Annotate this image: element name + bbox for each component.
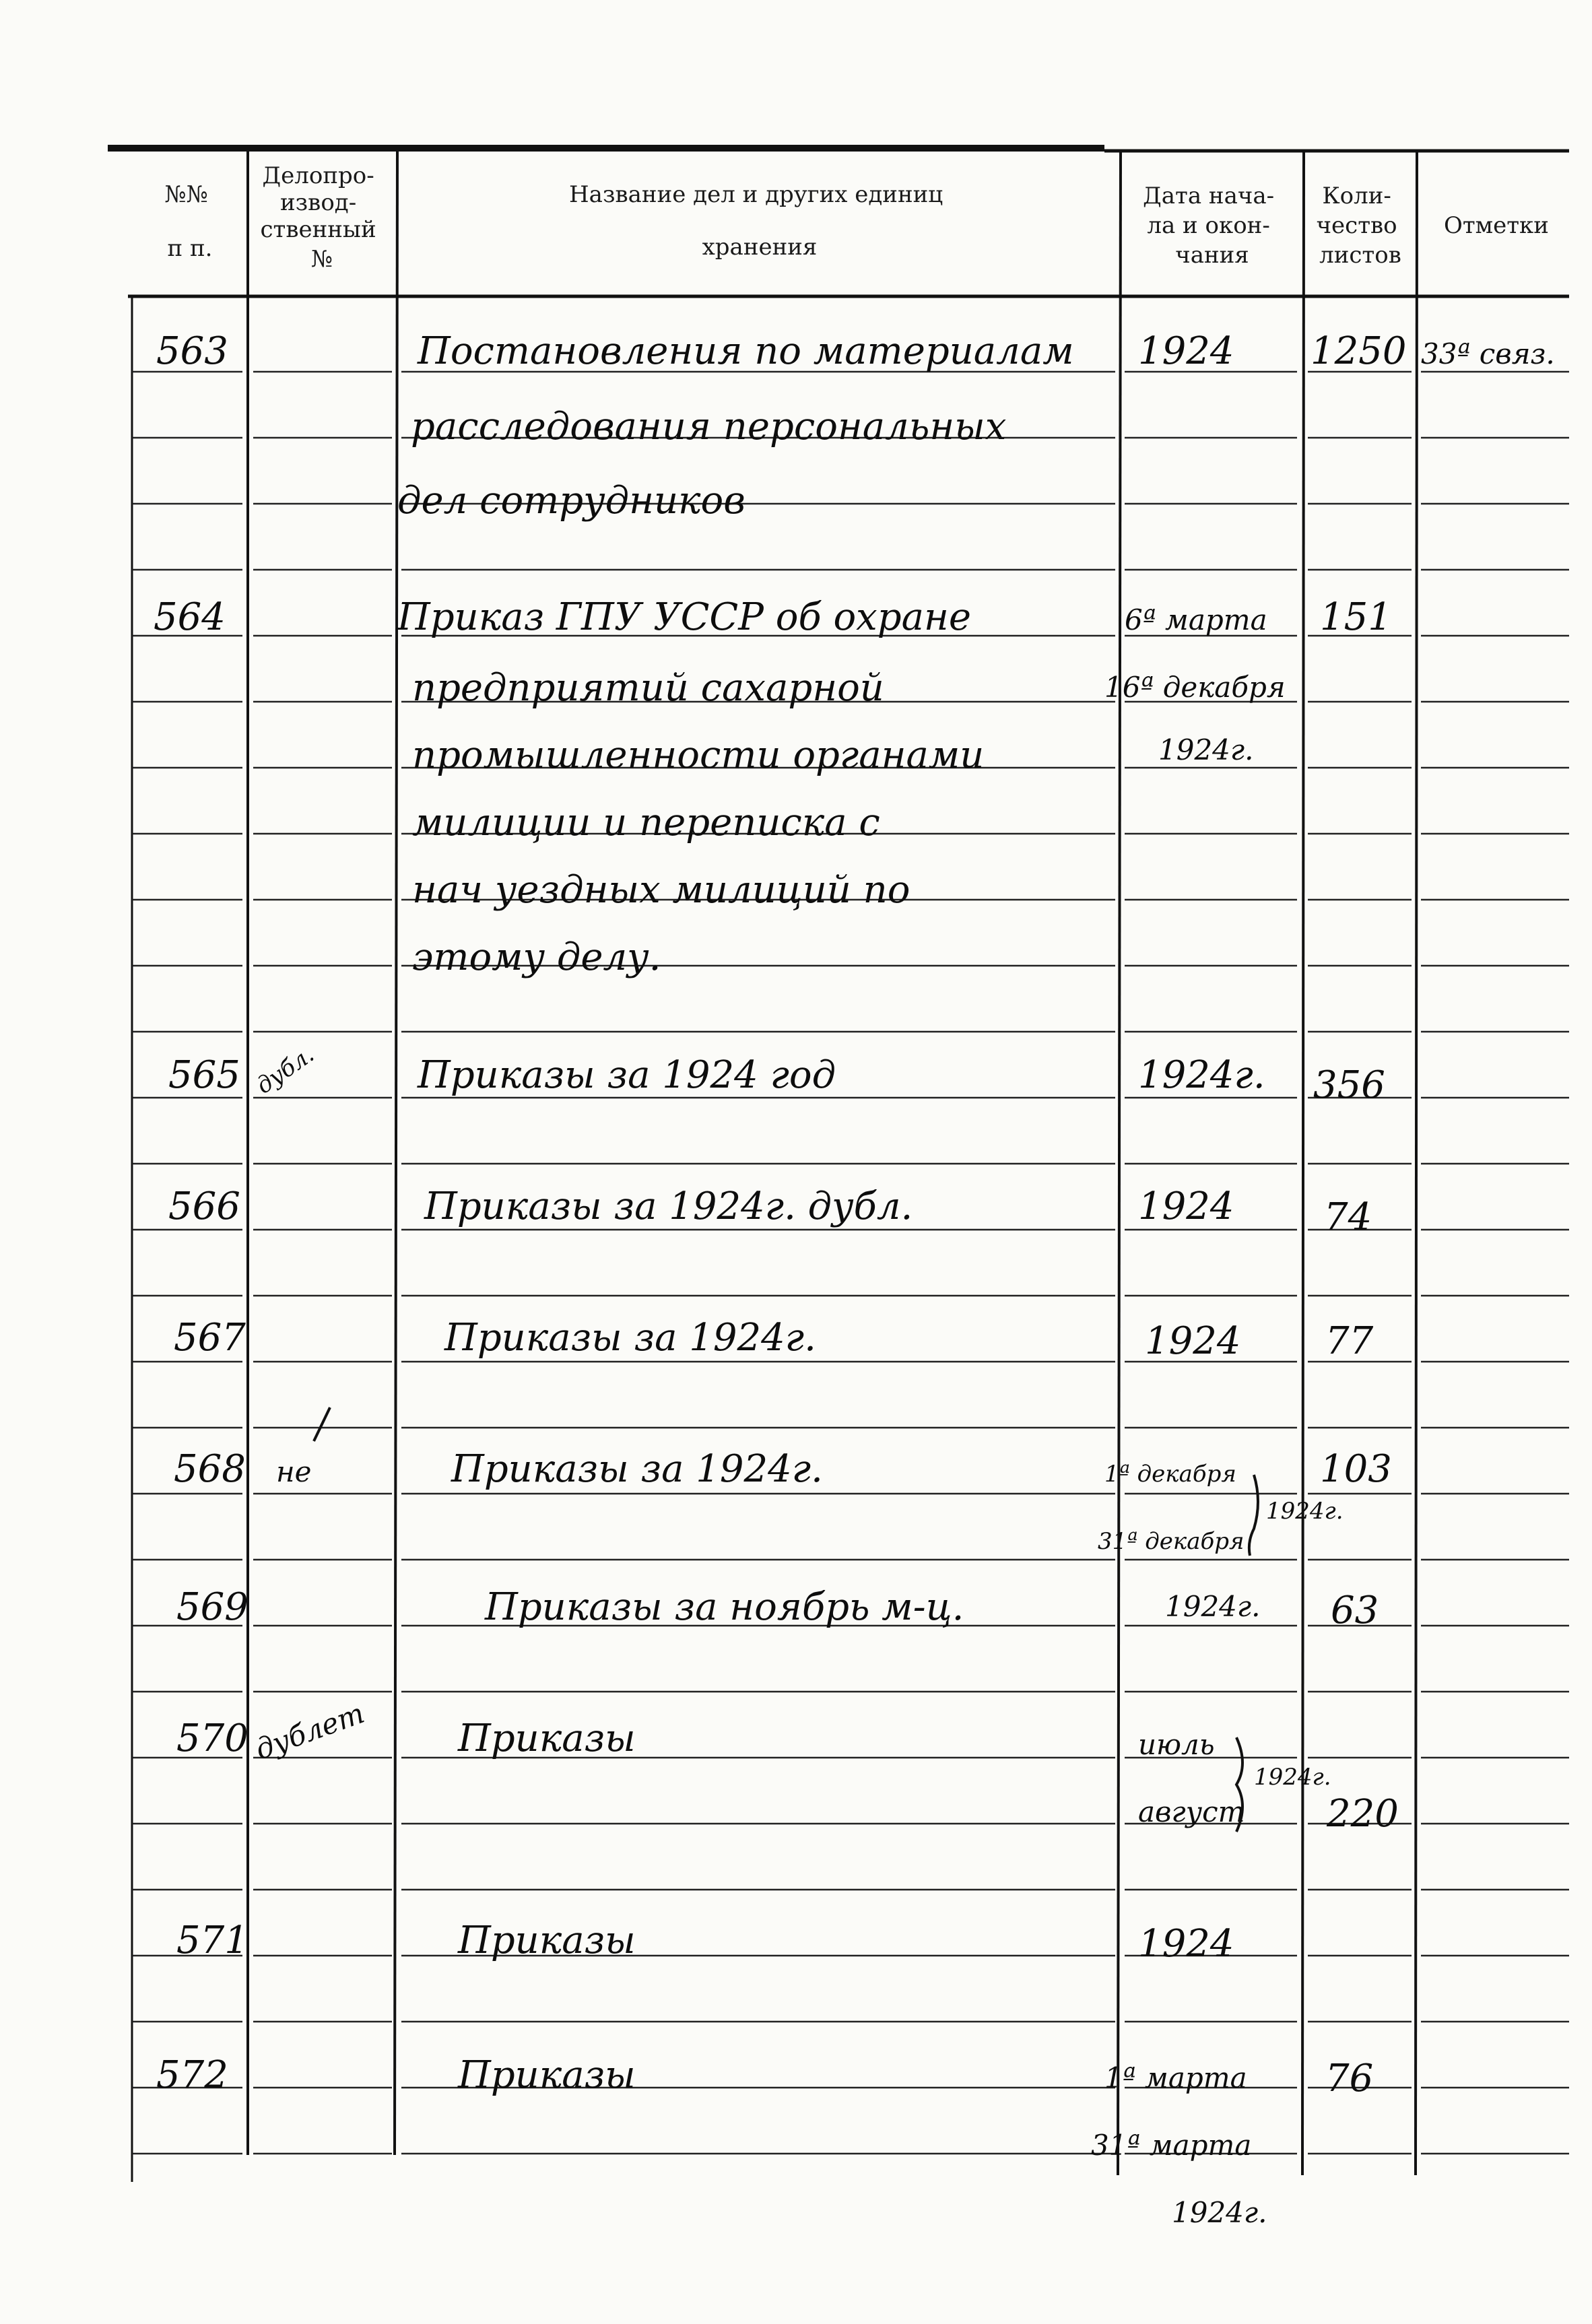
row-title-line: Приказы [458,1919,636,1962]
header-office-line2: извод- [279,189,357,216]
row-title-line: Приказ ГПУ УССР об охране [397,595,972,639]
row-title-line: Приказы [458,2053,636,2097]
row-dates-line: 6ª марта [1125,603,1267,636]
row-number: 572 [156,2053,228,2097]
row-sheet-count: 76 [1325,2057,1374,2100]
header-title-line1: Название дел и других единиц [569,181,943,208]
row-title-line: дел сотрудников [397,479,745,523]
row-title-line: Приказы за 1924 год [418,1053,836,1097]
row-sheet-count: 103 [1320,1447,1392,1491]
row-dates-line: август [1138,1795,1245,1828]
header-dates-line1: Дата нача- [1143,182,1275,209]
row-dates-line: 1924г. [1138,1053,1265,1097]
row-office-number: дубл. [251,1040,319,1100]
row-notes: 33ª связ. [1421,337,1555,370]
row-sheet-count: 356 [1313,1063,1385,1107]
header-num-line2: п п. [167,235,213,262]
row-sheet-count: 1250 [1311,329,1407,373]
header-office-line3: ственный [260,216,376,243]
row-title-line: Приказы за 1924г. дубл. [424,1185,913,1228]
row-number: 569 [176,1585,248,1629]
row-number: 571 [176,1919,248,1962]
row-dates-line: июль [1138,1728,1215,1761]
row-sheet-count: 77 [1325,1319,1374,1363]
row-title-line: Приказы [458,1717,636,1760]
row-title-line: милиции и переписка с [412,801,880,844]
header-num-line1: №№ [164,181,208,208]
header-dates-line2: ла и окон- [1147,212,1270,239]
row-dates-line: 1ª марта [1104,2061,1247,2094]
row-sheet-count: 74 [1324,1195,1372,1239]
row-title-line: Приказы за ноябрь м-ц. [485,1585,964,1629]
row-number: 568 [174,1447,246,1491]
row-sheet-count: 220 [1327,1792,1399,1836]
table-row [156,2053,1373,2229]
row-number: 566 [168,1185,240,1228]
row-dates-line: 31ª марта [1091,2129,1252,2162]
row-dates-line: 1924г. [1165,1590,1261,1623]
row-dates-line: 1924 [1138,1922,1234,1966]
row-number: 563 [156,329,228,373]
table-row [174,1447,1392,1555]
row-office-number: дублет [251,1696,369,1766]
table-frame [108,148,1569,2182]
row-title-line: Постановления по материалам [418,329,1074,373]
svg-text:Делопро- извод- ст [261,162,384,273]
row-title-line: предприятий сахарной [412,666,884,710]
row-number: 565 [168,1053,240,1097]
header-count-line2: чество [1316,212,1397,239]
row-dates-line: 31ª декабря [1098,1528,1245,1555]
row-dates-line: 1924 [1138,1185,1234,1228]
svg-text:№№ п п. [164,181,215,262]
header-title-line2: хранения [702,234,818,261]
svg-text:Дата нача- ла и окон- [1143,182,1282,269]
table-row [174,1316,1374,1363]
brace-568 [1249,1475,1258,1556]
table-row [176,1919,1234,1966]
row-dates-year: 1924г. [1266,1498,1344,1525]
row-title-line: этому делу. [412,935,661,979]
row-dates-year: 1924г. [1254,1764,1331,1791]
col-sep-5 [1416,151,1417,2175]
row-number: 564 [154,595,226,639]
row-dates-line: 1924г. [1172,2196,1267,2229]
row-office-number: не [276,1455,312,1488]
row-dates-line: 16ª декабря [1104,671,1286,704]
row-dates-line: 1ª декабря [1104,1461,1236,1488]
row-number: 570 [176,1717,248,1760]
svg-text:Название дел и других единиц [569,181,950,261]
row-title-line: Приказы за 1924г. [444,1316,816,1360]
table-row [154,595,1392,979]
header-notes: Отметки [1444,212,1549,239]
table-header [164,162,1549,273]
table-row [168,1185,1372,1239]
row-title-line: расследования персональных [411,405,1007,449]
header-office-line4: № [310,246,333,273]
header-office-line1: Делопро- [262,162,374,189]
row-title-line: Приказы за 1924г. [451,1447,823,1491]
tick-568 [314,1407,330,1441]
table-row [156,329,1555,523]
col-sep-3 [1118,151,1121,2175]
row-number: 567 [174,1316,246,1360]
row-sheet-count: 151 [1320,595,1392,639]
svg-text:Коли- чество листо [1317,182,1405,269]
row-dates-line: 1924г. [1158,733,1254,766]
header-count-line3: листов [1319,242,1401,269]
col-sep-4 [1302,151,1304,2175]
header-count-line1: Коли- [1322,182,1391,209]
row-dates-line: 1924 [1145,1319,1241,1363]
col-sep-2 [395,151,397,2155]
table-row [176,1696,1399,1836]
row-title-line: промышленности органами [412,733,985,777]
header-dates-line3: чания [1175,242,1249,269]
row-title-line: нач уездных милиций по [412,868,910,912]
row-sheet-count: 63 [1331,1589,1379,1632]
row-dates-line: 1924 [1138,329,1234,373]
